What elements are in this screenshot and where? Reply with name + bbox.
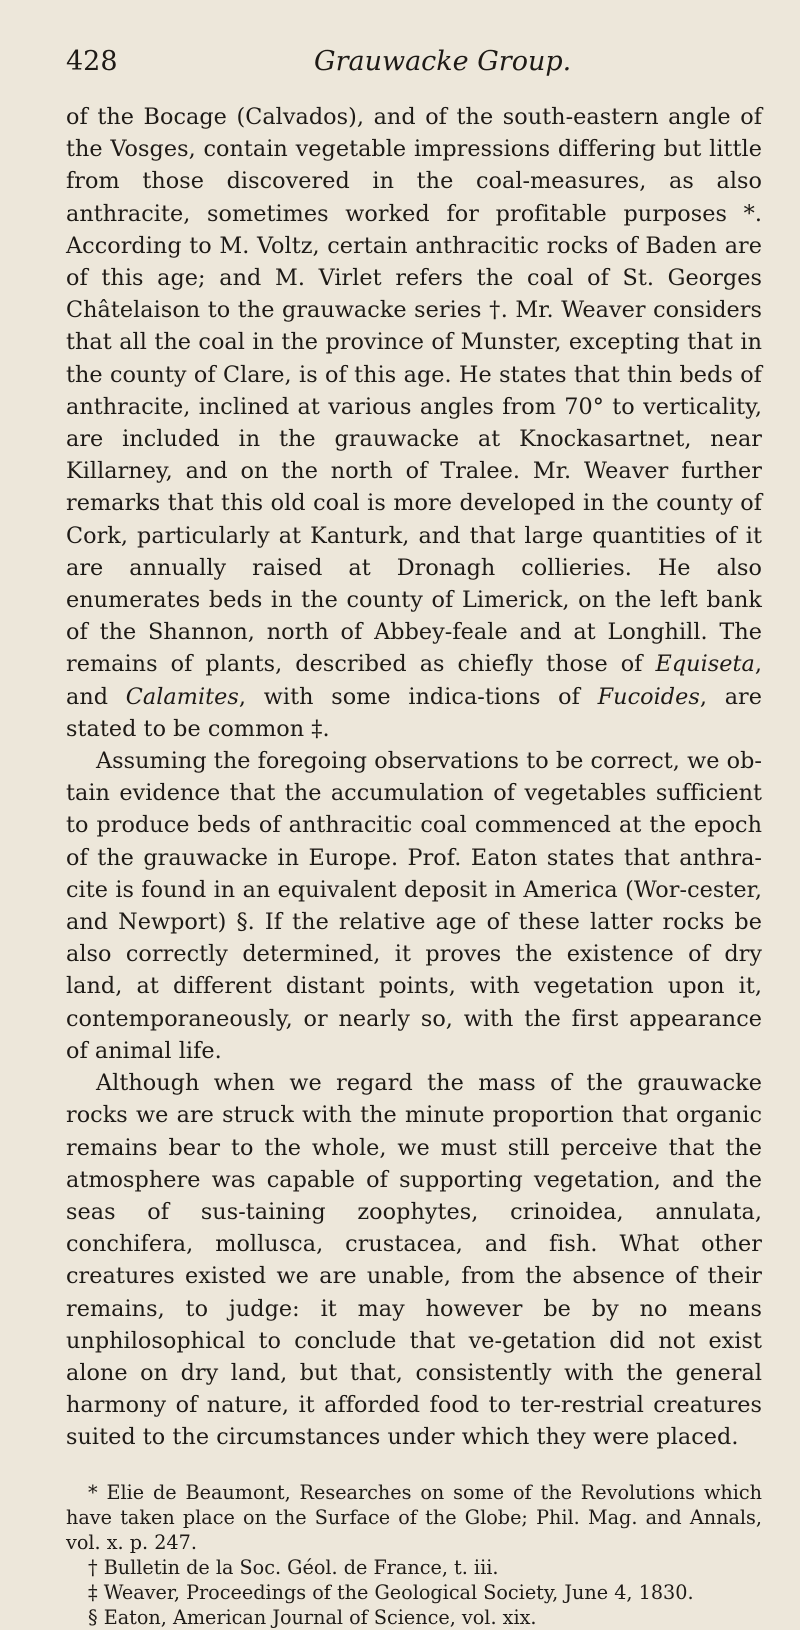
- running-title: Grauwacke Group.: [314, 46, 572, 77]
- footnotes: [66, 1480, 762, 1630]
- paragraph-1: [66, 101, 762, 745]
- text-run: , and: [66, 651, 762, 710]
- text-run: , are stated to be common ‡.: [66, 683, 762, 742]
- footnote-4: § Eaton, American Journal of Science, vol. xix.: [88, 1605, 537, 1629]
- paragraph-2: [66, 745, 762, 1067]
- page-header: [66, 48, 762, 75]
- italic-term: Fucoides: [597, 683, 700, 710]
- text-run: , with some indica-tions of: [238, 683, 598, 710]
- italic-term: Calamites: [125, 683, 239, 710]
- page-number: 428: [66, 46, 118, 77]
- italic-term: Equiseta: [655, 651, 755, 678]
- text-run: of the Bocage (Calvados), and of the south-eastern angle of the Vosges, contain vegetable impressions differing but little from those discovered in the coal-measures, as also anthracite, sometimes worked for profitable purposes *. According to M. Voltz, certain anthracitic rocks of Baden are of this age; and M. Virlet refers the coal of St. Georges Châtelaison to the grauwacke series †. Mr. Weaver considers that all the coal in the province of Munster, excepting that in the county of Clare, is of this age. He states that thin beds of anthracite, inclined at various angles from 70° to verticality, are included in the grauwacke at Knockasartnet, near Killarney, and on the north of Tralee. Mr. Weaver further remarks that this old coal is more developed in the county of Cork, particularly at Kanturk, and that large quantities of it are annually raised at Dronagh collieries. He also enumerates beds in the county of Limerick, on the left bank of the Shannon, north of Abbey-feale and at Longhill. The remains of plants, described as chiefly those of: [66, 104, 762, 678]
- paragraph-3: [66, 1067, 762, 1453]
- text-run: Assuming the foregoing observations to be correct, we ob-tain evidence that the accumulation of vegetables sufficient to produce beds of anthracitic coal commenced at the epoch of the grauwacke in Europe. Prof. Eaton states that anthra-cite is found in an equivalent deposit in America (Wor-cester, and Newport) §. If the relative age of these latter rocks be also correctly determined, it proves the existence of dry land, at different distant points, with vegetation upon it, contemporaneously, or nearly so, with the first appearance of animal life.: [66, 748, 762, 1064]
- body-text: [66, 101, 762, 1454]
- footnote-1: * Elie de Beaumont, Researches on some of the Revolutions which have taken place on the Surface of the Globe; Phil. Mag. and Annals, vol. x. p. 247.: [66, 1480, 762, 1554]
- footnote-2: † Bulletin de la Soc. Géol. de France, t. iii.: [88, 1555, 499, 1579]
- text-run: Although when we regard the mass of the grauwacke rocks we are struck with the minute proportion that organic remains bear to the whole, we must still perceive that the atmosphere was capable of supporting vegetation, and the seas of sus-taining zoophytes, crinoidea, annulata, conchifera, mollusca, crustacea, and fish. What other creatures existed we are unable, from the absence of their remains, to judge: it may however be by no means unphilosophical to conclude that ve-getation did not exist alone on dry land, but that, consistently with the general harmony of nature, it afforded food to ter-restrial creatures suited to the circumstances under which they were placed.: [66, 1070, 762, 1451]
- footnote-3: ‡ Weaver, Proceedings of the Geological Society, June 4, 1830.: [88, 1580, 694, 1604]
